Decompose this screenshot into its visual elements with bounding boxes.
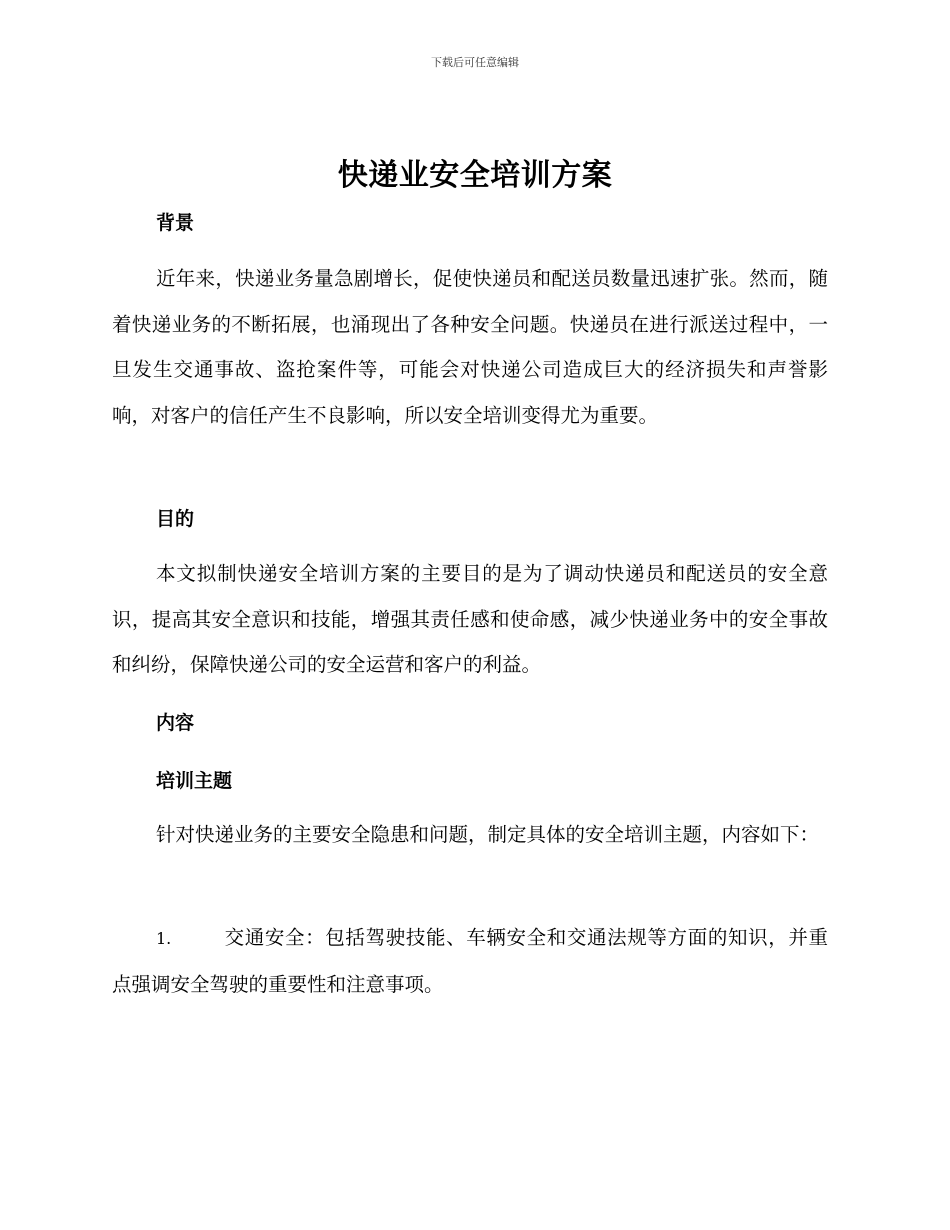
purpose-paragraph: 本文拟制快递安全培训方案的主要目的是为了调动快递员和配送员的安全意识，提高其安全意识和技能，增强其责任感和使命感，减少快递业务中的安全事故和纠纷，保障快递公司的安全运营和客户的利益。 bbox=[112, 562, 828, 676]
section-heading-content: 内容 bbox=[156, 712, 195, 734]
document-title: 快递业安全培训方案 bbox=[337, 158, 613, 193]
section-heading-background: 背景 bbox=[156, 212, 195, 234]
background-paragraph: 近年来，快递业务量急剧增长，促使快递员和配送员数量迅速扩张。然而，随着快递业务的不断拓展，也涌现出了各种安全问题。快递员在进行派送过程中，一旦发生交通事故、盗抢案件等，可能会对快递公司造成巨大的经济损失和声誉影响，对客户的信任产生不良影响，所以安全培训变得尤为重要。 bbox=[112, 267, 828, 427]
list-item-text: 交通安全：包括驾驶技能、车辆安全和交通法规等方面的知识，并重点强调安全驾驶的重要性和注意事项。 bbox=[112, 926, 828, 996]
section-heading-purpose: 目的 bbox=[156, 508, 195, 530]
list-item-number: 1. bbox=[156, 929, 172, 948]
list-item bbox=[112, 915, 828, 1007]
page-header-note: 下载后可任意编辑 bbox=[431, 56, 519, 69]
topics-intro-paragraph: 针对快递业务的主要安全隐患和问题，制定具体的安全培训主题，内容如下： bbox=[156, 823, 820, 846]
subsection-heading-topics: 培训主题 bbox=[156, 770, 233, 792]
